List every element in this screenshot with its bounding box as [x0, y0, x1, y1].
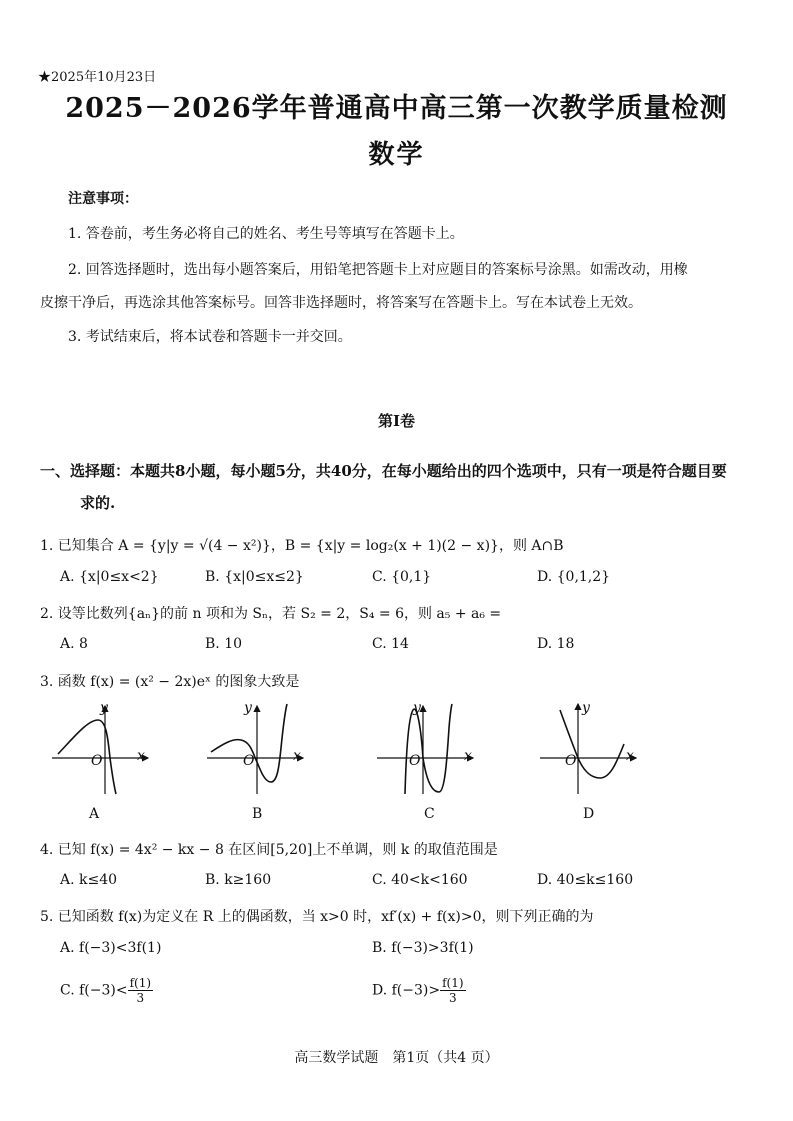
section-heading: 一、选择题：本题共8小题，每小题5分，共40分，在每小题给出的四个选项中，只有一项是符合题目要 — [40, 462, 727, 480]
graph-c-label: C — [424, 806, 435, 822]
graph-b-label: B — [252, 806, 263, 822]
graph-a-label: A — [89, 806, 100, 822]
page-footer: 高三数学试题 第1页（共4 页） — [294, 1050, 499, 1066]
question-5-stem: 5. 已知函数 f(x)为定义在 R 上的偶函数，当 x>0 时，xf′(x) + f(x)>0，则下列正确的为 — [40, 909, 594, 925]
graph-c-y-label: y — [413, 700, 421, 716]
q1-option-a: A. {x|0≤x<2} — [60, 569, 159, 585]
q1-option-d: D. {0,1,2} — [537, 569, 611, 585]
graph-d-label: D — [583, 806, 595, 822]
graph-c-curve — [405, 704, 452, 794]
q2-option-d: D. 18 — [537, 636, 575, 652]
q5-option-d-fraction — [440, 976, 465, 1005]
q1-option-c: C. {0,1} — [372, 569, 432, 585]
graph-d-y-label: y — [582, 700, 590, 716]
q5-option-c-den: 3 — [136, 991, 145, 1005]
section-heading-cont: 求的. — [80, 494, 116, 512]
q5-option-d — [372, 976, 466, 1005]
question-4-stem: 4. 已知 f(x) = 4x² − kx − 8 在区间[5,20]上不单调，则 k 的取值范围是 — [40, 842, 498, 858]
exam-date: ★2025年10月23日 — [38, 70, 157, 85]
notice-item-2-cont: 皮擦干净后，再选涂其他答案标号。回答非选择题时，将答案写在答题卡上。写在本试卷上无效。 — [40, 295, 642, 311]
graph-d-origin: O — [565, 753, 577, 769]
question-2-stem: 2. 设等比数列{aₙ}的前 n 项和为 Sₙ，若 S₂ = 2，S₄ = 6，则 a₅ + a₆ = — [40, 606, 502, 622]
q4-option-a: A. k≤40 — [60, 872, 118, 888]
graph-a-y-label: y — [100, 700, 108, 716]
question-1-stem: 1. 已知集合 A = {y|y = √(4 − x²)}，B = {x|y = log₂(x + 1)(2 − x)}，则 A∩B — [40, 538, 564, 554]
q5-option-b: B. f(−3)>3f(1) — [372, 940, 474, 956]
q4-option-c: C. 40<k<160 — [372, 872, 468, 888]
q4-option-b: B. k≥160 — [205, 872, 272, 888]
notice-item-2: 2. 回答选择题时，选出每小题答案后，用铅笔把答题卡上对应题目的答案标号涂黑。如需改动，用橡 — [68, 262, 688, 278]
q5-option-c — [60, 976, 153, 1005]
volume-heading: 第Ⅰ卷 — [377, 412, 416, 430]
question-3-stem: 3. 函数 f(x) = (x² − 2x)eˣ 的图象大致是 — [40, 674, 300, 690]
q2-option-b: B. 10 — [205, 636, 243, 652]
graph-a-curve — [58, 720, 116, 794]
q2-option-a: A. 8 — [60, 636, 88, 652]
exam-subject: 数学 — [368, 140, 425, 170]
graph-c-x-label: x — [464, 748, 472, 764]
q5-option-c-num: f(1) — [129, 976, 152, 990]
q4-option-d: D. 40≤k≤160 — [537, 872, 634, 888]
q5-option-d-text: D. f(−3)> — [372, 982, 441, 999]
graph-b-origin: O — [243, 753, 255, 769]
notice-item-3: 3. 考试结束后，将本试卷和答题卡一并交回。 — [68, 329, 352, 345]
q1-option-b: B. {x|0≤x≤2} — [205, 569, 304, 585]
exam-title: 2025－2026学年普通高中高三第一次教学质量检测 — [65, 93, 728, 124]
q5-option-d-den: 3 — [449, 991, 457, 1005]
graph-c-origin: O — [409, 753, 421, 769]
notice-item-1: 1. 答卷前，考生务必将自己的姓名、考生号等填写在答题卡上。 — [68, 226, 464, 242]
notice-heading: 注意事项： — [68, 191, 138, 207]
graph-d-x-label: x — [626, 748, 634, 764]
q5-option-c-fraction — [128, 976, 153, 1005]
q5-option-c-text: C. f(−3)< — [60, 982, 128, 999]
q5-option-a: A. f(−3)<3f(1) — [60, 940, 162, 956]
graph-b-x-label: x — [293, 748, 301, 764]
q5-option-d-num: f(1) — [442, 976, 464, 990]
q2-option-c: C. 14 — [372, 636, 409, 652]
graph-a-x-label: x — [137, 748, 145, 764]
graph-a-origin: O — [91, 753, 103, 769]
graph-b-y-label: y — [244, 700, 252, 716]
